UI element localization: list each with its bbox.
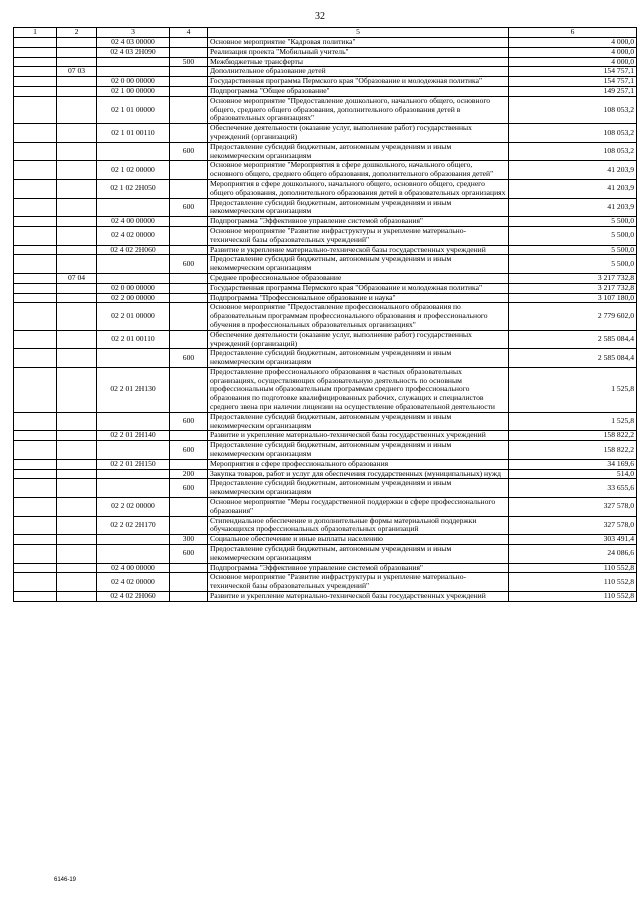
cell-section — [57, 226, 97, 245]
table-header-row — [14, 28, 637, 38]
cell-target-article — [97, 441, 170, 460]
cell-amount: 327 578,0 — [509, 498, 637, 517]
cell-target-article — [97, 198, 170, 217]
cell-amount: 110 552,8 — [509, 592, 637, 602]
cell-amount: 154 757,1 — [509, 67, 637, 77]
table-row — [14, 67, 637, 77]
cell-section — [57, 431, 97, 441]
cell-amount: 158 822,2 — [509, 441, 637, 460]
cell-section — [57, 179, 97, 198]
cell-section — [57, 535, 97, 545]
cell-description: Развитие и укрепление материально-технической базы государственных учреждений — [208, 245, 509, 255]
cell-section — [57, 245, 97, 255]
cell-amount: 41 203,9 — [509, 198, 637, 217]
table-row — [14, 441, 637, 460]
cell-target-article: 02 4 03 2H090 — [97, 47, 170, 57]
cell-target-article: 02 1 00 00000 — [97, 86, 170, 96]
cell-description: Мероприятия в сфере дошкольного, начального общего, основного общего, среднего общего образования, дополнительного образования детей в образовательных организациях — [208, 179, 509, 198]
budget-table — [13, 27, 637, 602]
footer-code: 6146-19 — [54, 877, 77, 883]
cell-code — [14, 367, 57, 412]
cell-section — [57, 124, 97, 143]
cell-target-article — [97, 67, 170, 77]
cell-expense-type: 300 — [170, 535, 208, 545]
cell-description: Закупка товаров, работ и услуг для обеспечения государственных (муниципальных) нужд — [208, 469, 509, 479]
cell-description: Подпрограмма "Эффективное управление системой образования" — [208, 563, 509, 573]
cell-expense-type: 200 — [170, 469, 208, 479]
cell-description: Предоставление субсидий бюджетным, автономным учреждениям и иным некоммерческим организациям — [208, 198, 509, 217]
cell-description: Развитие и укрепление материально-технической базы государственных учреждений — [208, 431, 509, 441]
cell-code — [14, 255, 57, 274]
cell-code — [14, 459, 57, 469]
cell-target-article — [97, 142, 170, 161]
column-header: 5 — [208, 28, 509, 38]
cell-code — [14, 545, 57, 564]
cell-expense-type — [170, 217, 208, 227]
table-row — [14, 86, 637, 96]
cell-description: Межбюджетные трансферты — [208, 57, 509, 67]
cell-section: 07 04 — [57, 273, 97, 283]
cell-amount: 158 822,2 — [509, 431, 637, 441]
cell-section — [57, 479, 97, 498]
cell-expense-type: 600 — [170, 198, 208, 217]
cell-section — [57, 38, 97, 48]
table-row — [14, 283, 637, 293]
cell-code — [14, 67, 57, 77]
table-row — [14, 545, 637, 564]
cell-description: Стипендиальное обеспечение и дополнительные формы материальной поддержки обучающихся профессиональных образовательных организаций — [208, 516, 509, 535]
cell-section — [57, 563, 97, 573]
cell-description: Государственная программа Пермского края "Образование и молодежная политика" — [208, 77, 509, 87]
cell-target-article: 02 2 01 00110 — [97, 330, 170, 349]
cell-expense-type — [170, 86, 208, 96]
cell-target-article: 02 2 02 00000 — [97, 498, 170, 517]
cell-description: Государственная программа Пермского края "Образование и молодежная политика" — [208, 283, 509, 293]
table-row — [14, 273, 637, 283]
cell-description: Предоставление субсидий бюджетным, автономным учреждениям и иным некоммерческим организациям — [208, 255, 509, 274]
column-header: 1 — [14, 28, 57, 38]
cell-amount: 4 000,0 — [509, 38, 637, 48]
cell-description: Реализация проекта "Мобильный учитель" — [208, 47, 509, 57]
cell-amount: 2 585 084,4 — [509, 349, 637, 368]
cell-expense-type: 600 — [170, 479, 208, 498]
cell-description: Обеспечение деятельности (оказание услуг, выполнение работ) государственных учреждений (организаций) — [208, 124, 509, 143]
cell-description: Дополнительное образование детей — [208, 67, 509, 77]
cell-target-article — [97, 255, 170, 274]
column-header: 6 — [509, 28, 637, 38]
cell-description: Основное мероприятие "Кадровая политика" — [208, 38, 509, 48]
cell-section — [57, 573, 97, 592]
cell-target-article: 02 2 01 00000 — [97, 303, 170, 330]
cell-target-article: 02 1 02 00000 — [97, 161, 170, 180]
cell-section — [57, 77, 97, 87]
cell-expense-type — [170, 47, 208, 57]
cell-code — [14, 47, 57, 57]
table-row — [14, 124, 637, 143]
cell-expense-type — [170, 592, 208, 602]
cell-amount: 34 169,6 — [509, 459, 637, 469]
cell-target-article: 02 2 01 2H130 — [97, 367, 170, 412]
cell-section — [57, 469, 97, 479]
table-row — [14, 592, 637, 602]
cell-amount: 514,0 — [509, 469, 637, 479]
cell-section — [57, 86, 97, 96]
cell-description: Предоставление субсидий бюджетным, автономным учреждениям и иным некоммерческим организациям — [208, 545, 509, 564]
cell-section — [57, 217, 97, 227]
cell-code — [14, 563, 57, 573]
cell-amount: 108 053,2 — [509, 142, 637, 161]
cell-code — [14, 226, 57, 245]
cell-description: Социальное обеспечение и иные выплаты населению — [208, 535, 509, 545]
cell-section — [57, 96, 97, 123]
cell-target-article — [97, 273, 170, 283]
cell-section — [57, 592, 97, 602]
cell-target-article: 02 0 00 00000 — [97, 283, 170, 293]
cell-code — [14, 535, 57, 545]
cell-target-article: 02 2 00 00000 — [97, 293, 170, 303]
cell-code — [14, 516, 57, 535]
cell-code — [14, 198, 57, 217]
cell-expense-type — [170, 96, 208, 123]
cell-section — [57, 255, 97, 274]
cell-code — [14, 592, 57, 602]
cell-amount: 2 585 084,4 — [509, 330, 637, 349]
cell-code — [14, 38, 57, 48]
cell-section — [57, 330, 97, 349]
table-row — [14, 47, 637, 57]
cell-target-article — [97, 412, 170, 431]
cell-section — [57, 142, 97, 161]
table-row — [14, 459, 637, 469]
cell-amount: 1 525,8 — [509, 412, 637, 431]
cell-amount: 5 500,0 — [509, 245, 637, 255]
table-row — [14, 535, 637, 545]
cell-amount: 110 552,8 — [509, 563, 637, 573]
cell-amount: 3 217 732,8 — [509, 283, 637, 293]
column-header: 2 — [57, 28, 97, 38]
cell-amount: 41 203,9 — [509, 161, 637, 180]
cell-target-article: 02 2 01 2H140 — [97, 431, 170, 441]
column-header: 3 — [97, 28, 170, 38]
cell-code — [14, 179, 57, 198]
column-header: 4 — [170, 28, 208, 38]
cell-expense-type — [170, 431, 208, 441]
cell-code — [14, 57, 57, 67]
cell-amount: 1 525,8 — [509, 367, 637, 412]
cell-description: Основное мероприятие "Предоставление профессионального образования по образовательным программам профессионального образования и профессионального обучения в профессиональных образовательных организациях" — [208, 303, 509, 330]
cell-expense-type — [170, 283, 208, 293]
cell-code — [14, 77, 57, 87]
cell-expense-type — [170, 38, 208, 48]
cell-expense-type — [170, 67, 208, 77]
cell-expense-type — [170, 161, 208, 180]
cell-target-article: 02 4 03 00000 — [97, 38, 170, 48]
cell-description: Подпрограмма "Эффективное управление системой образования" — [208, 217, 509, 227]
cell-section — [57, 283, 97, 293]
cell-target-article: 02 4 02 2H060 — [97, 245, 170, 255]
table-row — [14, 431, 637, 441]
cell-code — [14, 303, 57, 330]
cell-target-article: 02 2 02 2H170 — [97, 516, 170, 535]
cell-expense-type — [170, 498, 208, 517]
cell-expense-type — [170, 179, 208, 198]
cell-code — [14, 469, 57, 479]
table-row — [14, 303, 637, 330]
cell-target-article: 02 0 00 00000 — [97, 77, 170, 87]
cell-amount: 3 217 732,8 — [509, 273, 637, 283]
cell-code — [14, 349, 57, 368]
cell-amount: 154 757,1 — [509, 77, 637, 87]
table-row — [14, 96, 637, 123]
cell-target-article — [97, 479, 170, 498]
table-row — [14, 563, 637, 573]
cell-description: Основное мероприятие "Развитие инфраструктуры и укрепление материально-технической базы образовательных учреждений" — [208, 226, 509, 245]
table-row — [14, 573, 637, 592]
cell-target-article: 02 4 00 00000 — [97, 217, 170, 227]
cell-description: Подпрограмма "Профессиональное образование и наука" — [208, 293, 509, 303]
table-row — [14, 77, 637, 87]
cell-amount: 24 086,6 — [509, 545, 637, 564]
cell-code — [14, 330, 57, 349]
cell-amount: 3 107 180,0 — [509, 293, 637, 303]
cell-section — [57, 47, 97, 57]
cell-expense-type — [170, 367, 208, 412]
table-row — [14, 245, 637, 255]
cell-section — [57, 545, 97, 564]
cell-description: Предоставление субсидий бюджетным, автономным учреждениям и иным некоммерческим организациям — [208, 349, 509, 368]
cell-code — [14, 96, 57, 123]
cell-target-article: 02 1 01 00110 — [97, 124, 170, 143]
cell-code — [14, 86, 57, 96]
table-row — [14, 57, 637, 67]
cell-description: Подпрограмма "Общее образование" — [208, 86, 509, 96]
cell-expense-type: 600 — [170, 142, 208, 161]
cell-target-article: 02 4 00 00000 — [97, 563, 170, 573]
cell-target-article: 02 1 02 2H050 — [97, 179, 170, 198]
cell-expense-type: 600 — [170, 349, 208, 368]
cell-amount: 149 257,1 — [509, 86, 637, 96]
cell-amount: 2 779 602,0 — [509, 303, 637, 330]
cell-description: Развитие и укрепление материально-технической базы государственных учреждений — [208, 592, 509, 602]
cell-code — [14, 573, 57, 592]
cell-expense-type — [170, 303, 208, 330]
cell-expense-type: 600 — [170, 412, 208, 431]
cell-target-article: 02 2 01 2H150 — [97, 459, 170, 469]
cell-section — [57, 349, 97, 368]
cell-target-article: 02 1 01 00000 — [97, 96, 170, 123]
table-row — [14, 179, 637, 198]
cell-expense-type — [170, 516, 208, 535]
cell-expense-type: 600 — [170, 545, 208, 564]
cell-amount: 4 000,0 — [509, 57, 637, 67]
cell-description: Предоставление субсидий бюджетным, автономным учреждениям и иным некоммерческим организациям — [208, 142, 509, 161]
cell-description: Предоставление субсидий бюджетным, автономным учреждениям и иным некоммерческим организациям — [208, 479, 509, 498]
cell-amount: 108 053,2 — [509, 96, 637, 123]
cell-amount: 5 500,0 — [509, 226, 637, 245]
cell-description: Основное мероприятие "Развитие инфраструктуры и укрепление материально-технической базы образовательных учреждений" — [208, 573, 509, 592]
table-row — [14, 217, 637, 227]
table-row — [14, 349, 637, 368]
cell-target-article — [97, 535, 170, 545]
cell-expense-type: 600 — [170, 441, 208, 460]
table-row — [14, 498, 637, 517]
cell-expense-type — [170, 330, 208, 349]
cell-code — [14, 245, 57, 255]
cell-amount: 108 053,2 — [509, 124, 637, 143]
cell-expense-type — [170, 293, 208, 303]
cell-section — [57, 459, 97, 469]
table-row — [14, 412, 637, 431]
cell-amount: 5 500,0 — [509, 255, 637, 274]
cell-code — [14, 479, 57, 498]
cell-code — [14, 217, 57, 227]
cell-section — [57, 293, 97, 303]
cell-code — [14, 441, 57, 460]
cell-target-article: 02 4 02 00000 — [97, 573, 170, 592]
cell-code — [14, 412, 57, 431]
cell-section — [57, 161, 97, 180]
cell-section — [57, 412, 97, 431]
page-number: 32 — [315, 11, 325, 22]
cell-section — [57, 367, 97, 412]
cell-code — [14, 431, 57, 441]
cell-code — [14, 142, 57, 161]
cell-expense-type — [170, 226, 208, 245]
cell-expense-type: 500 — [170, 57, 208, 67]
cell-section — [57, 57, 97, 67]
cell-code — [14, 124, 57, 143]
table-row — [14, 38, 637, 48]
cell-code — [14, 283, 57, 293]
cell-description: Основное мероприятие "Мероприятия в сфере дошкольного, начального общего, основного общего, среднего общего образования, дополнительного образования детей" — [208, 161, 509, 180]
cell-section — [57, 516, 97, 535]
cell-description: Основное мероприятие "Предоставление дошкольного, начального общего, основного общего, среднего общего образования, дополнительного образования детей в образовательных организациях" — [208, 96, 509, 123]
cell-section: 07 03 — [57, 67, 97, 77]
cell-expense-type: 600 — [170, 255, 208, 274]
cell-expense-type — [170, 563, 208, 573]
cell-amount: 327 578,0 — [509, 516, 637, 535]
cell-section — [57, 498, 97, 517]
cell-description: Среднее профессиональное образование — [208, 273, 509, 283]
table-row — [14, 198, 637, 217]
cell-description: Предоставление субсидий бюджетным, автономным учреждениям и иным некоммерческим организациям — [208, 412, 509, 431]
cell-expense-type — [170, 124, 208, 143]
cell-description: Мероприятия в сфере профессионального образования — [208, 459, 509, 469]
cell-amount: 110 552,8 — [509, 573, 637, 592]
cell-amount: 41 203,9 — [509, 179, 637, 198]
table-row — [14, 255, 637, 274]
cell-code — [14, 273, 57, 283]
cell-description: Обеспечение деятельности (оказание услуг, выполнение работ) государственных учреждений (организаций) — [208, 330, 509, 349]
cell-description: Основное мероприятие "Меры государственной поддержки в сфере профессионального образования" — [208, 498, 509, 517]
cell-section — [57, 441, 97, 460]
cell-target-article — [97, 57, 170, 67]
table-row — [14, 479, 637, 498]
cell-section — [57, 198, 97, 217]
cell-code — [14, 498, 57, 517]
cell-expense-type — [170, 77, 208, 87]
cell-expense-type — [170, 245, 208, 255]
table-row — [14, 226, 637, 245]
cell-expense-type — [170, 573, 208, 592]
cell-code — [14, 293, 57, 303]
cell-description: Предоставление профессионального образования в частных образовательных организациях, осуществляющих образовательную деятельность по основным профессиональным образовательным программам среднего профессионального образования по подготовке квалифицированных рабочих, служащих и специалистов среднего звена при наличии лицензии на осуществление образовательной деятельности — [208, 367, 509, 412]
cell-target-article: 02 4 02 00000 — [97, 226, 170, 245]
cell-target-article — [97, 545, 170, 564]
table-row — [14, 293, 637, 303]
cell-code — [14, 161, 57, 180]
table-row — [14, 142, 637, 161]
cell-expense-type — [170, 459, 208, 469]
cell-description: Предоставление субсидий бюджетным, автономным учреждениям и иным некоммерческим организациям — [208, 441, 509, 460]
cell-amount: 33 655,6 — [509, 479, 637, 498]
cell-amount: 303 491,4 — [509, 535, 637, 545]
cell-target-article — [97, 349, 170, 368]
cell-amount: 5 500,0 — [509, 217, 637, 227]
cell-target-article — [97, 469, 170, 479]
cell-target-article: 02 4 02 2H060 — [97, 592, 170, 602]
table-row — [14, 469, 637, 479]
cell-section — [57, 303, 97, 330]
table-row — [14, 367, 637, 412]
cell-expense-type — [170, 273, 208, 283]
table-row — [14, 161, 637, 180]
table-row — [14, 330, 637, 349]
table-row — [14, 516, 637, 535]
cell-amount: 4 000,0 — [509, 47, 637, 57]
